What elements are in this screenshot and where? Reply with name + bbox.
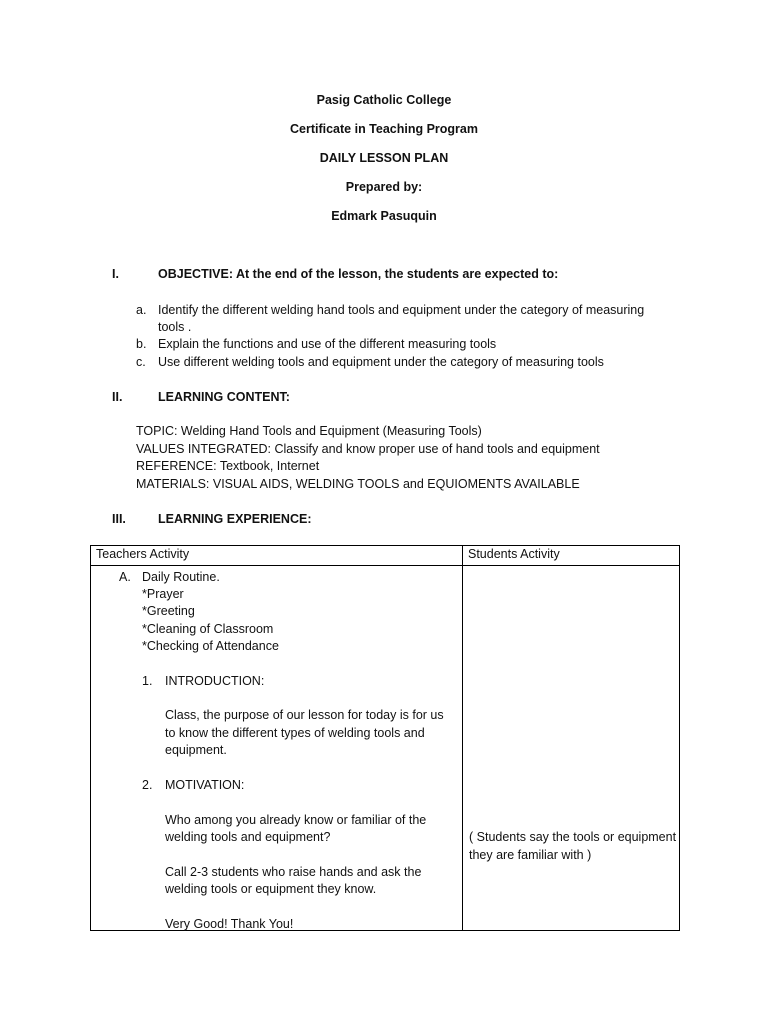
author-name: Edmark Pasuquin [331, 209, 437, 223]
intro-line: equipment. [165, 743, 227, 757]
motivation-call-line: Call 2-3 students who raise hands and ask the [165, 865, 422, 879]
section-3-heading: LEARNING EXPERIENCE: [158, 512, 312, 526]
topic-line: TOPIC: Welding Hand Tools and Equipment (Measuring Tools) [136, 424, 482, 438]
student-response-line: ( Students say the tools or equipment [469, 830, 677, 844]
routine-item: *Greeting [142, 604, 195, 618]
table-row [91, 566, 680, 931]
objective-a-line2: tools . [158, 320, 192, 334]
section-1-heading: OBJECTIVE: At the end of the lesson, the students are expected to: [158, 267, 559, 281]
reference-line: REFERENCE: Textbook, Internet [136, 459, 320, 473]
objective-b-marker: b. [136, 337, 147, 351]
table-header-row [91, 546, 680, 566]
document-title: DAILY LESSON PLAN [319, 151, 449, 165]
section-2-heading: LEARNING CONTENT: [158, 390, 290, 404]
section-3-numeral: III. [112, 512, 126, 526]
teachers-activity-cell [91, 566, 463, 931]
students-activity-header: Students Activity [463, 546, 680, 566]
routine-item: *Checking of Attendance [142, 639, 279, 653]
objective-a-line1: Identify the different welding hand tools and equipment under the category of measuring [158, 303, 645, 317]
routine-title: Daily Routine. [142, 570, 220, 584]
student-response-line: they are familiar with ) [469, 848, 592, 862]
section-1-numeral: I. [112, 267, 119, 281]
materials-line: MATERIALS: VISUAL AIDS, WELDING TOOLS and EQUIOMENTS AVAILABLE [136, 477, 580, 491]
program-name: Certificate in Teaching Program [289, 122, 478, 136]
intro-line: to know the different types of welding tools and [165, 726, 425, 740]
objective-c-text: Use different welding tools and equipment under the category of measuring tools [158, 355, 604, 369]
motivation-question-line: welding tools and equipment? [165, 830, 331, 844]
objective-a-marker: a. [136, 303, 147, 317]
section-2-numeral: II. [112, 390, 123, 404]
motivation-call-line: welding tools or equipment they know. [165, 882, 377, 896]
motivation-question-line: Who among you already know or familiar of the [165, 813, 427, 827]
intro-marker: 1. [142, 674, 153, 688]
objective-b-text: Explain the functions and use of the different measuring tools [158, 337, 497, 351]
motivation-title: MOTIVATION: [165, 778, 245, 792]
motivation-marker: 2. [142, 778, 153, 792]
motivation-closing: Very Good! Thank You! [165, 917, 294, 931]
values-line: VALUES INTEGRATED: Classify and know proper use of hand tools and equipment [136, 442, 600, 456]
routine-item: *Cleaning of Classroom [142, 622, 274, 636]
prepared-by-label: Prepared by: [345, 180, 423, 194]
students-activity-cell [463, 566, 680, 931]
routine-marker: A. [119, 570, 131, 584]
intro-line: Class, the purpose of our lesson for today is for us [165, 708, 444, 722]
intro-title: INTRODUCTION: [165, 674, 265, 688]
routine-item: *Prayer [142, 587, 184, 601]
objective-c-marker: c. [136, 355, 146, 369]
teachers-activity-header: Teachers Activity [91, 546, 463, 566]
school-name: Pasig Catholic College [316, 93, 452, 107]
learning-experience-table [90, 545, 680, 931]
